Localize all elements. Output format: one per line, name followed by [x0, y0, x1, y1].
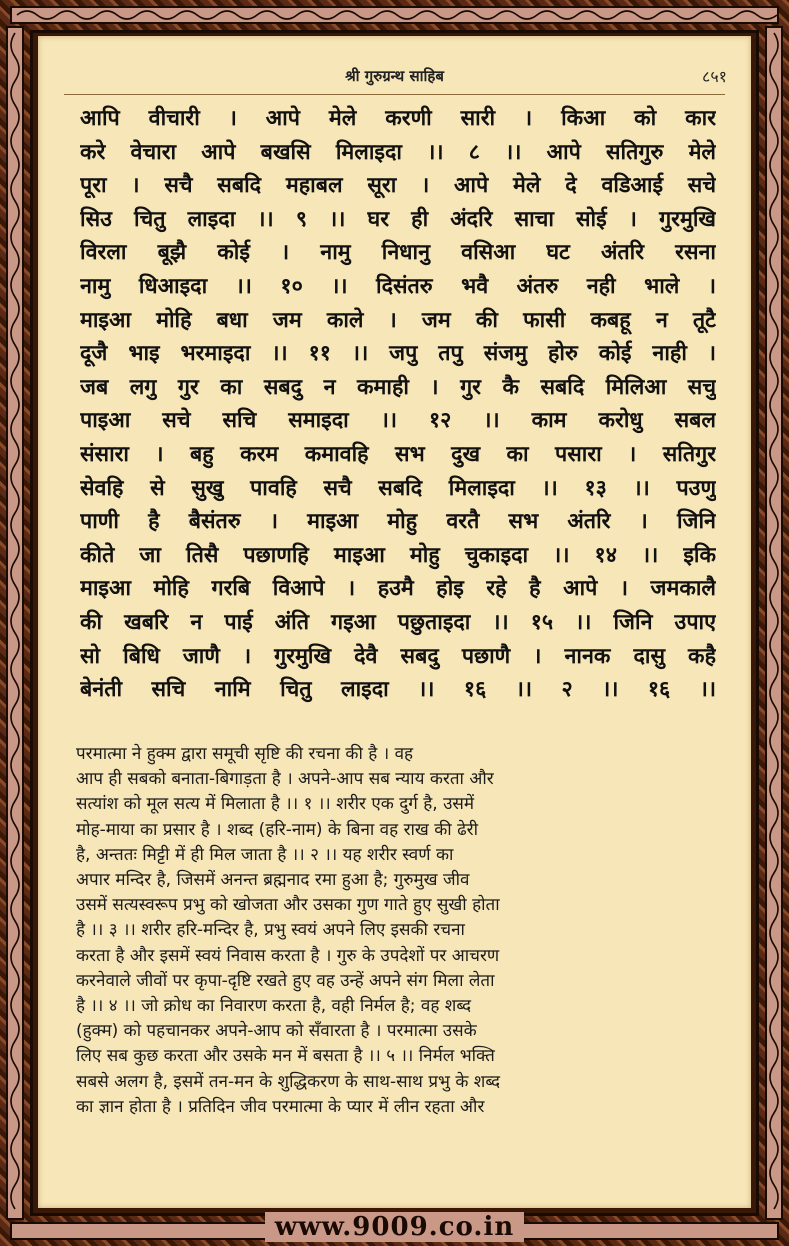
- verse-line: माइआ मोहि गरबि विआपे । हउमै होइ रहे है आपे । जमकालै: [80, 576, 716, 602]
- translation-line: सत्यांश को मूल सत्य में मिलाता है ।। १ ।। शरीर एक दुर्ग है, उसमें: [76, 794, 475, 815]
- verse-line: कीते जा तिसै पछाणहि माइआ मोहु चुकाइदा ।। १४ ।। इकि: [80, 542, 716, 568]
- verse-line: की खबरि न पाई अंति गइआ पछुताइदा ।। १५ ।। जिनि उपाए: [80, 609, 716, 635]
- verse-line: जब लगु गुर का सबदु न कमाही । गुर कै सबदि मिलिआ सचु: [80, 374, 716, 400]
- verse-line: करे वेचारा आपे बखसि मिलाइदा ।। ८ ।। आपे सतिगुरु मेले: [80, 139, 716, 165]
- left-ornament-band: [6, 26, 24, 1220]
- translation-line: मोह-माया का प्रसार है । शब्द (हरि-नाम) के बिना वह राख की ढेरी: [76, 819, 479, 840]
- verse-line: आपि वीचारी । आपे मेले करणी सारी । किआ को कार: [80, 106, 716, 131]
- page-header: [38, 62, 751, 90]
- verse-line: पाणी है बैसंतरु । माइआ मोहु वरतै सभ अंतरि । जिनि: [80, 509, 716, 535]
- translation-line: का ज्ञान होता है । प्रतिदिन जीव परमात्मा के प्यार में लीन रहता और: [76, 1096, 485, 1117]
- header-divider: [64, 94, 725, 95]
- translation-line: करनेवाले जीवों पर कृपा-दृष्टि रखते हुए वह उन्हें अपने संग मिला लेता: [76, 970, 495, 991]
- hindi-translation: [76, 742, 722, 1120]
- verse-line: सो बिधि जाणै । गुरमुखि देवै सबदु पछाणै । नानक दासु कहै: [80, 643, 716, 669]
- verse-line: संसारा । बहु करम कमावहि सभ दुख का पसारा । सतिगुर: [80, 441, 716, 467]
- translation-line: है ।। ३ ।। शरीर हरि-मन्दिर है, प्रभु स्वयं अपने लिए इसकी रचना: [76, 920, 465, 941]
- translation-line: उसमें सत्यस्वरूप प्रभु को खोजता और उसका गुण गाते हुए सुखी होता: [76, 895, 500, 916]
- translation-line: आप ही सबको बनाता-बिगाड़ता है । अपने-आप सब न्याय करता और: [76, 769, 494, 790]
- footer: [0, 1212, 789, 1246]
- translation-line: परमात्मा ने हुक्म द्वारा समूची सृष्टि की रचना की है । वह: [76, 744, 414, 764]
- translation-line: सबसे अलग है, इसमें तन-मन के शुद्धिकरण के साथ-साथ प्रभु के शब्द: [76, 1071, 501, 1092]
- verse-line: दूजै भाइ भरमाइदा ।। ११ ।। जपु तपु संजमु होरु कोई नाही ।: [80, 341, 716, 367]
- gurbani-verses: [80, 102, 716, 707]
- translation-line: (हुक्म) को पहचानकर अपने-आप को सँवारता है । परमात्मा उसके: [76, 1021, 477, 1042]
- verse-line: सिउ चितु लाइदा ।। ९ ।। घर ही अंदरि साचा सोई । गुरमुखि: [80, 206, 716, 232]
- verse-line: पाइआ सचे सचि समाइदा ।। १२ ।। काम करोधु सबल: [80, 408, 716, 434]
- verse-line: सेवहि से सुखु पावहि सचै सबदि मिलाइदा ।। १३ ।। पउणु: [80, 475, 716, 501]
- verse-line: नामु धिआइदा ।। १० ।। दिसंतरु भवै अंतरु नही भाले ।: [80, 273, 716, 299]
- verse-line: माइआ मोहि बधा जम काले । जम की फासी कबहू न तूटै: [80, 307, 716, 333]
- website-url[interactable]: www.9009.co.in: [265, 1212, 525, 1242]
- page-number: ८५१: [702, 67, 727, 86]
- right-ornament-band: [765, 26, 783, 1220]
- translation-line: है, अन्ततः मिट्टी में ही मिल जाता है ।। २ ।। यह शरीर स्वर्ण का: [76, 844, 454, 865]
- verse-line: बेनंती सचि नामि चितु लाइदा ।। १६ ।। २ ।। १६ ।।: [80, 677, 716, 703]
- translation-line: लिए सब कुछ करता और उसके मन में बसता है ।। ५ ।। निर्मल भक्ति: [76, 1046, 495, 1067]
- page-paper: [38, 36, 751, 1208]
- top-ornament-band: [10, 6, 779, 24]
- translation-line: है ।। ४ ।। जो क्रोध का निवारण करता है, वही निर्मल है; वह शब्द: [76, 996, 472, 1017]
- translation-line: अपार मन्दिर है, जिसमें अनन्त ब्रह्मनाद रमा हुआ है; गुरुमुख जीव: [76, 870, 470, 891]
- verse-line: विरला बूझै कोई । नामु निधानु वसिआ घट अंतरि रसना: [80, 240, 716, 266]
- verse-line: पूरा । सचै सबदि महाबल सूरा । आपे मेले दे वडिआई सचे: [80, 173, 716, 199]
- page-title: श्री गुरुग्रन्थ साहिब: [345, 67, 444, 85]
- translation-line: करता है और इसमें स्वयं निवास करता है । गुरु के उपदेशों पर आचरण: [76, 945, 500, 966]
